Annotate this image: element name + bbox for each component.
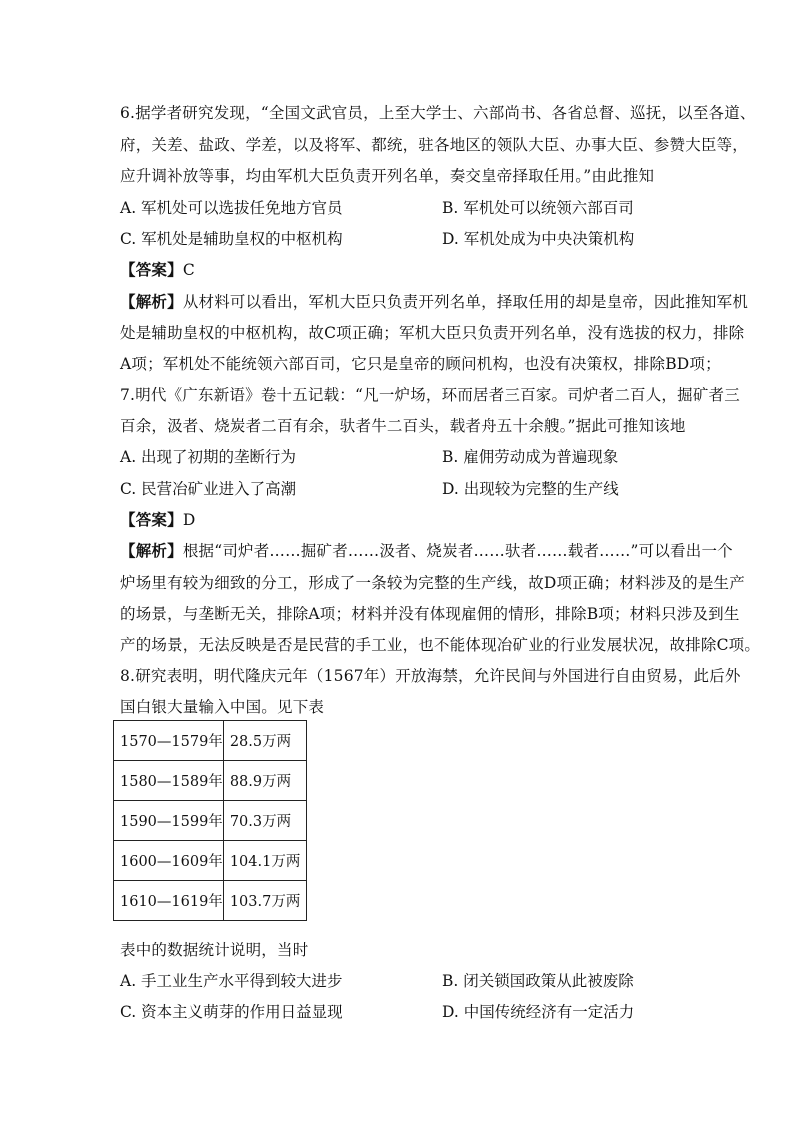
period-cell: 1600—1609年 — [114, 841, 224, 881]
silver-import-table — [113, 720, 307, 921]
period-cell: 1610—1619年 — [114, 881, 224, 921]
q6-stem-line-3: 应升调补放等事，均由军机大臣负责开列名单，奏交皇帝择取任用。”由此推知 — [120, 167, 655, 185]
q6-stem-line-2: 府，关差、盐政、学差，以及将军、都统，驻各地区的领队大臣、办事大臣、参赞大臣等， — [120, 136, 749, 154]
amount-cell: 104.1万两 — [223, 841, 306, 881]
q6-analysis-line-1 — [120, 292, 749, 312]
q7-option-b: B. 雇佣劳动成为普遍现象 — [442, 448, 619, 466]
q7-analysis-line-1 — [120, 541, 733, 561]
q6-answer — [120, 260, 680, 280]
q8-stem-line-2: 国白银大量输入中国。见下表 — [120, 698, 325, 716]
q6-option-a: A. 军机处可以选拔任免地方官员 — [120, 199, 343, 217]
answer-value: C — [182, 261, 195, 279]
amount-cell: 70.3万两 — [223, 801, 306, 841]
q7-option-a: A. 出现了初期的垄断行为 — [120, 448, 297, 466]
amount-cell: 28.5万两 — [223, 721, 306, 761]
q6-option-b: B. 军机处可以统领六部百司 — [442, 199, 634, 217]
table-row — [114, 841, 307, 881]
analysis-text: 根据“司炉者……掘矿者……汲者、烧炭者……驮者……载者……”可以看出一个 — [182, 542, 733, 560]
q7-option-c: C. 民营冶矿业进入了高潮 — [120, 480, 297, 498]
q8-option-c: C. 资本主义萌芽的作用日益显现 — [120, 1003, 343, 1021]
q7-stem-line-1: 7.明代《广东新语》卷十五记载：“凡一炉场，环而居者三百家。司炉者二百人，掘矿者三 — [120, 386, 740, 404]
q7-stem-line-2: 百余，汲者、烧炭者二百有余，驮者牛二百头，载者舟五十余艘。”据此可推知该地 — [120, 417, 686, 435]
period-cell: 1590—1599年 — [114, 801, 224, 841]
q6-option-c: C. 军机处是辅助皇权的中枢机构 — [120, 230, 343, 248]
answer-tag: 【答案】 — [120, 260, 183, 279]
table-row — [114, 881, 307, 921]
q6-option-d: D. 军机处成为中央决策机构 — [442, 230, 635, 248]
table-row — [114, 801, 307, 841]
period-cell: 1570—1579年 — [114, 721, 224, 761]
analysis-tag: 【解析】 — [120, 541, 183, 560]
q7-answer — [120, 510, 680, 530]
q8-option-d: D. 中国传统经济有一定活力 — [442, 1003, 635, 1021]
amount-cell: 103.7万两 — [223, 881, 306, 921]
q6-analysis-line-2: 处是辅助皇权的中枢机构，故C项正确；军机大臣只负责开列名单，没有选拔的权力，排除 — [120, 324, 745, 342]
answer-tag: 【答案】 — [120, 510, 183, 529]
analysis-tag: 【解析】 — [120, 292, 183, 311]
amount-cell: 88.9万两 — [223, 761, 306, 801]
analysis-text: 从材料可以看出，军机大臣只负责开列名单，择取任用的却是皇帝，因此推知军机 — [182, 293, 749, 311]
q8-stem-line-1: 8.研究表明，明代隆庆元年（1567年）开放海禁，允许民间与外国进行自由贸易，此后外 — [120, 667, 741, 685]
q8-after-table: 表中的数据统计说明，当时 — [120, 941, 309, 959]
q6-stem-line-1: 6.据学者研究发现，“全国文武官员，上至大学士、六部尚书、各省总督、巡抚，以至各道、 — [120, 104, 756, 122]
table-row — [114, 761, 307, 801]
table-row — [114, 721, 307, 761]
q8-option-a: A. 手工业生产水平得到较大进步 — [120, 972, 343, 990]
q8-option-b: B. 闭关锁国政策从此被废除 — [442, 972, 634, 990]
answer-value: D — [182, 511, 196, 529]
period-cell: 1580—1589年 — [114, 761, 224, 801]
q7-analysis-line-3: 的场景，与垄断无关，排除A项；材料并没有体现雇佣的情形，排除B项；材料只涉及到生 — [120, 605, 740, 623]
q7-analysis-line-2: 炉场里有较为细致的分工，形成了一条较为完整的生产线，故D项正确；材料涉及的是生产 — [120, 574, 745, 592]
q6-analysis-line-3: A项；军机处不能统领六部百司，它只是皇帝的顾问机构，也没有决策权，排除BD项； — [120, 355, 721, 373]
q7-analysis-line-4: 产的场景，无法反映是否是民营的手工业，也不能体现冶矿业的行业发展状况，故排除C项。 — [120, 636, 761, 654]
q7-option-d: D. 出现较为完整的生产线 — [442, 480, 619, 498]
